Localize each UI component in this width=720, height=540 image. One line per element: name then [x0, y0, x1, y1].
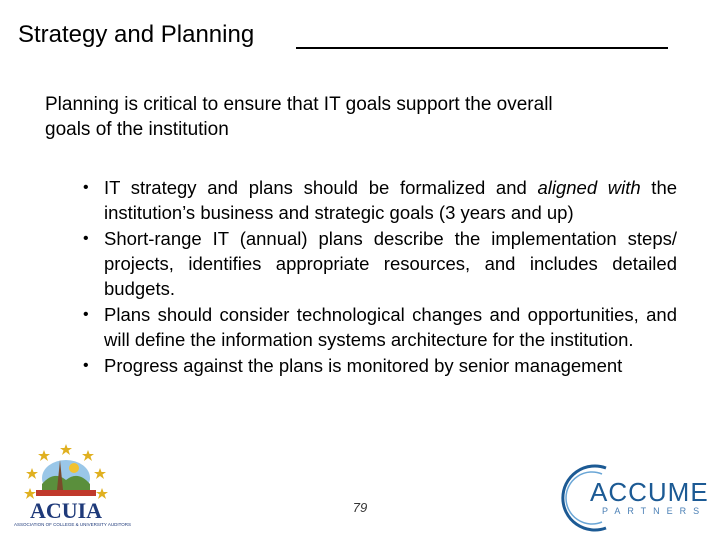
bullet-text: IT strategy and plans should be formalized and [104, 177, 538, 198]
acuia-wordmark: ACUIA [29, 498, 103, 523]
slide-title: Strategy and Planning [18, 21, 255, 48]
bullet-dot: • [83, 179, 89, 196]
bullet-item [80, 353, 677, 378]
bullet-dot: • [83, 230, 89, 247]
bullet-dot: • [83, 357, 89, 374]
bullet-dot: • [83, 306, 89, 323]
intro-line-2: goals of the institution [45, 119, 229, 140]
bullet-item [80, 226, 677, 301]
intro-paragraph [45, 92, 677, 142]
accume-partners-logo [566, 462, 716, 532]
bullet-text: Plans should consider technological changes and opportunities, and will define the information systems architecture for the institution. [104, 304, 677, 350]
bullet-text: the institution’s business and strategic goals (3 years and up) [104, 177, 678, 223]
bullet-item [80, 302, 677, 352]
page-number: 79 [352, 500, 368, 515]
bullet-list [80, 175, 677, 379]
accume-wordmark: ACCUME [590, 477, 709, 507]
bullet-item [80, 175, 677, 225]
acuia-logo [14, 440, 132, 538]
intro-line-1: Planning is critical to ensure that IT goals support the overall [45, 94, 553, 115]
bullet-text: Progress against the plans is monitored by senior management [104, 355, 623, 376]
acuia-small-text: ASSOCIATION OF COLLEGE & UNIVERSITY AUDITORS [14, 522, 132, 527]
title-underline [296, 47, 668, 49]
accume-subtext: PARTNERS [602, 506, 707, 516]
bullet-text: Short-range IT (annual) plans describe the implementation steps/ projects, identifies appropriate resources, and includes detailed budgets. [104, 228, 677, 299]
bullet-text-emphasis: aligned with [537, 177, 641, 198]
